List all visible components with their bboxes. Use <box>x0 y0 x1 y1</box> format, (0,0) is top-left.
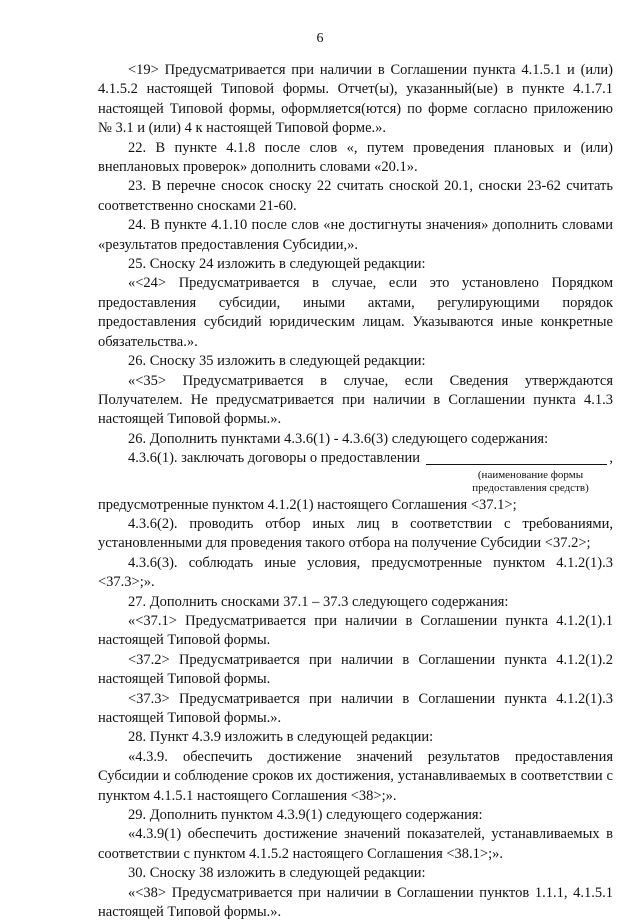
caption-line: предоставления средств) <box>472 481 589 494</box>
form-line-comma: , <box>609 450 613 467</box>
paragraph: <19> Предусматривается при наличии в Соглашении пункта 4.1.5.1 и (или) 4.1.5.2 настоящей Типовой формы. Отчет(ы), указанный(ые) в пункте 4.1.7.1 настоящей Типовой формы, оформляется(ются) по форме согласно приложению № 3.1 и (или) 4 к настоящей Типовой форме.». <box>98 62 613 137</box>
paragraph: 29. Дополнить пунктом 4.3.9(1) следующего содержания: <box>128 807 483 824</box>
form-line-text: 4.3.6(1). заключать договоры о предоставлении <box>128 450 420 467</box>
paragraph: «<37.1> Предусматривается при наличии в Соглашении пункта 4.1.2(1).1 настоящей Типовой формы. <box>98 612 613 649</box>
document-body <box>98 61 613 922</box>
caption-line: (наименование формы <box>477 468 584 481</box>
page-number: 6 <box>316 31 324 46</box>
paragraph: «4.3.9(1) обеспечить достижение значений показателей, устанавливаемых в соответствии с пунктом 4.1.5.2 настоящего Соглашения <38.1>;». <box>98 826 613 862</box>
paragraph: «<38> Предусматривается при наличии в Соглашении пунктов 1.1.1, 4.1.5.1 настоящей Типовой формы.». <box>98 884 613 921</box>
paragraph: 4.3.6(3). соблюдать иные условия, предусмотренные пунктом 4.1.2(1).3 <37.3>;». <box>98 554 613 591</box>
paragraph: 22. В пункте 4.1.8 после слов «, путем проведения плановых и (или) внеплановых проверок» дополнить словами «20.1». <box>98 139 613 176</box>
form-fill-line <box>98 449 613 468</box>
paragraph: «<24> Предусматривается в случае, если это установлено Порядком предоставления субсидии, иными актами, регулирующими порядок предоставления субсидий юридическим лицам. Указываются иные конкретные обязательства.». <box>98 275 613 350</box>
form-caption <box>448 469 613 495</box>
paragraph: 26. Дополнить пунктами 4.3.6(1) - 4.3.6(3) следующего содержания: <box>128 430 549 447</box>
paragraph: 28. Пункт 4.3.9 изложить в следующей редакции: <box>128 729 434 746</box>
blank-underline <box>426 452 607 465</box>
paragraph: <37.3> Предусматривается при наличии в Соглашении пункта 4.1.2(1).3 настоящей Типовой формы.». <box>98 690 613 726</box>
paragraph: «4.3.9. обеспечить достижение значений результатов предоставления Субсидии и соблюдение сроков их достижения, устанавливаемых в соответствии с пунктом 4.1.5.1 настоящего Соглашения <38>;». <box>98 748 613 804</box>
paragraph-continuation: предусмотренные пунктом 4.1.2(1) настоящего Соглашения <37.1>; <box>98 496 517 513</box>
paragraph: «<35> Предусматривается в случае, если Сведения утверждаются Получателем. Не предусматривается при наличии в Соглашении пункта 4.1.3 настоящей Типовой формы.». <box>98 372 613 428</box>
paragraph: 27. Дополнить сносками 37.1 – 37.3 следующего содержания: <box>128 593 509 610</box>
paragraph: 30. Сноску 38 изложить в следующей редакции: <box>128 865 426 882</box>
paragraph: <37.2> Предусматривается при наличии в Соглашении пункта 4.1.2(1).2 настоящей Типовой формы. <box>98 651 613 688</box>
paragraph: 4.3.6(2). проводить отбор иных лиц в соответствии с требованиями, установленными для проведения такого отбора на получение Субсидии <37.2>; <box>98 515 613 552</box>
paragraph: 24. В пункте 4.1.10 после слов «не достигнуты значения» дополнить словами «результатов предоставления Субсидии,». <box>98 217 613 253</box>
paragraph: 26. Сноску 35 изложить в следующей редакции: <box>128 353 426 370</box>
paragraph: 23. В перечне сносок сноску 22 считать сноской 20.1, сноски 23-62 считать соответственно сносками 21-60. <box>98 178 613 214</box>
paragraph: 25. Сноску 24 изложить в следующей редакции: <box>128 256 426 273</box>
